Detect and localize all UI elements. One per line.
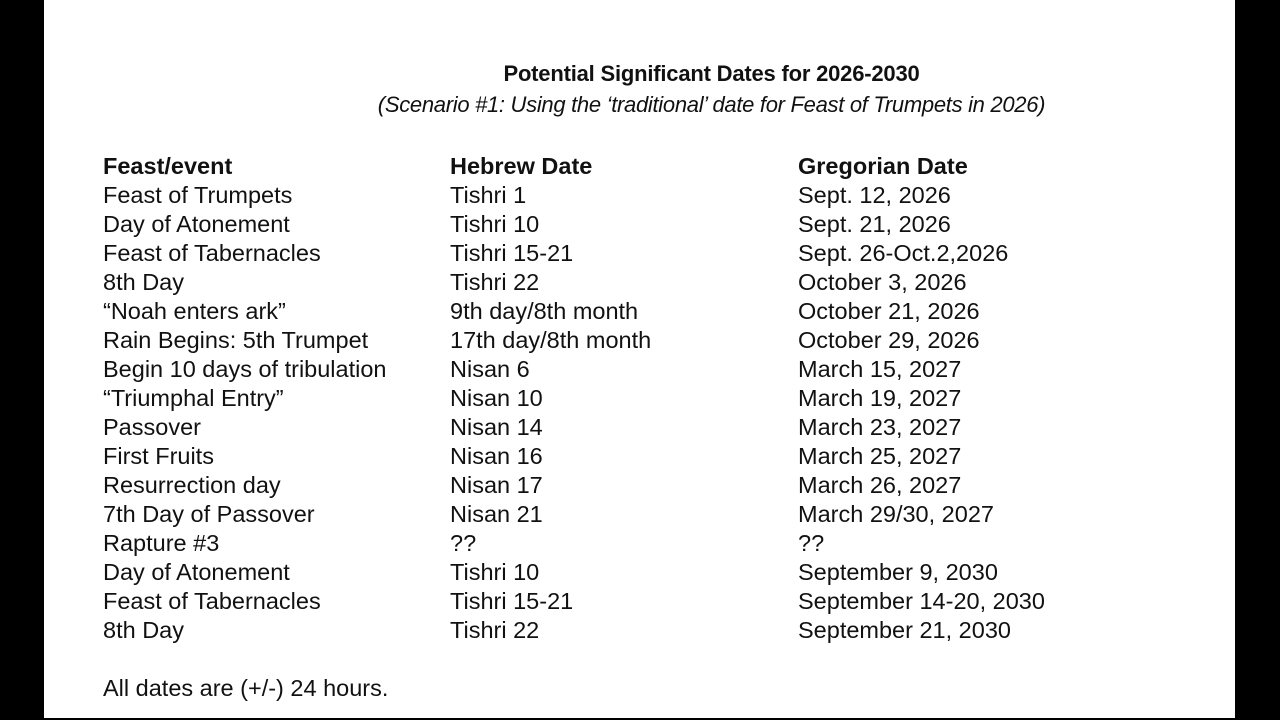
cell-hebrew-date: Nisan 16: [450, 443, 543, 469]
header-feast-event: Feast/event: [103, 153, 233, 179]
cell-feast-event: “Triumphal Entry”: [103, 385, 284, 411]
cell-hebrew-date: Tishri 15-21: [450, 240, 574, 266]
cell-feast-event: 7th Day of Passover: [103, 501, 315, 527]
page-subtitle: (Scenario #1: Using the ‘traditional’ date for Feast of Trumpets in 2026): [377, 92, 1046, 117]
cell-feast-event: Passover: [103, 414, 201, 440]
cell-hebrew-date: Tishri 22: [450, 269, 540, 295]
cell-hebrew-date: ??: [450, 530, 477, 556]
cell-hebrew-date: Tishri 10: [450, 211, 540, 237]
cell-hebrew-date: Nisan 14: [450, 414, 543, 440]
cell-gregorian-date: October 29, 2026: [798, 327, 980, 353]
cell-hebrew-date: Nisan 17: [450, 472, 543, 498]
cell-hebrew-date: Nisan 6: [450, 356, 530, 382]
cell-feast-event: Begin 10 days of tribulation: [103, 356, 387, 382]
cell-gregorian-date: Sept. 26-Oct.2,2026: [798, 240, 1009, 266]
cell-gregorian-date: March 23, 2027: [798, 414, 962, 440]
cell-hebrew-date: Nisan 10: [450, 385, 543, 411]
cell-hebrew-date: Nisan 21: [450, 501, 543, 527]
cell-feast-event: “Noah enters ark”: [103, 298, 286, 324]
cell-feast-event: Feast of Tabernacles: [103, 588, 321, 614]
cell-hebrew-date: Tishri 22: [450, 617, 540, 643]
cell-feast-event: Rain Begins: 5th Trumpet: [103, 327, 369, 353]
header-gregorian-date: Gregorian Date: [798, 153, 968, 179]
cell-gregorian-date: September 9, 2030: [798, 559, 998, 585]
cell-feast-event: First Fruits: [103, 443, 214, 469]
cell-gregorian-date: March 25, 2027: [798, 443, 962, 469]
cell-gregorian-date: October 3, 2026: [798, 269, 967, 295]
cell-gregorian-date: Sept. 21, 2026: [798, 211, 951, 237]
page-title: Potential Significant Dates for 2026-2030: [503, 61, 920, 86]
cell-feast-event: Resurrection day: [103, 472, 281, 498]
cell-gregorian-date: March 15, 2027: [798, 356, 962, 382]
cell-hebrew-date: Tishri 1: [450, 182, 527, 208]
cell-gregorian-date: ??: [798, 530, 825, 556]
cell-hebrew-date: 17th day/8th month: [450, 327, 652, 353]
cell-gregorian-date: Sept. 12, 2026: [798, 182, 951, 208]
cell-gregorian-date: March 29/30, 2027: [798, 501, 994, 527]
slide-page: [44, 0, 1235, 718]
cell-gregorian-date: March 26, 2027: [798, 472, 962, 498]
cell-gregorian-date: September 21, 2030: [798, 617, 1011, 643]
cell-feast-event: 8th Day: [103, 269, 184, 295]
cell-gregorian-date: March 19, 2027: [798, 385, 962, 411]
cell-feast-event: Day of Atonement: [103, 559, 290, 585]
cell-gregorian-date: September 14-20, 2030: [798, 588, 1045, 614]
cell-hebrew-date: Tishri 15-21: [450, 588, 574, 614]
cell-gregorian-date: October 21, 2026: [798, 298, 980, 324]
footnote: All dates are (+/-) 24 hours.: [103, 675, 389, 701]
cell-feast-event: Day of Atonement: [103, 211, 290, 237]
cell-hebrew-date: 9th day/8th month: [450, 298, 639, 324]
cell-feast-event: Feast of Trumpets: [103, 182, 293, 208]
cell-hebrew-date: Tishri 10: [450, 559, 540, 585]
cell-feast-event: Feast of Tabernacles: [103, 240, 321, 266]
header-hebrew-date: Hebrew Date: [450, 153, 593, 179]
cell-feast-event: Rapture #3: [103, 530, 220, 556]
cell-feast-event: 8th Day: [103, 617, 184, 643]
